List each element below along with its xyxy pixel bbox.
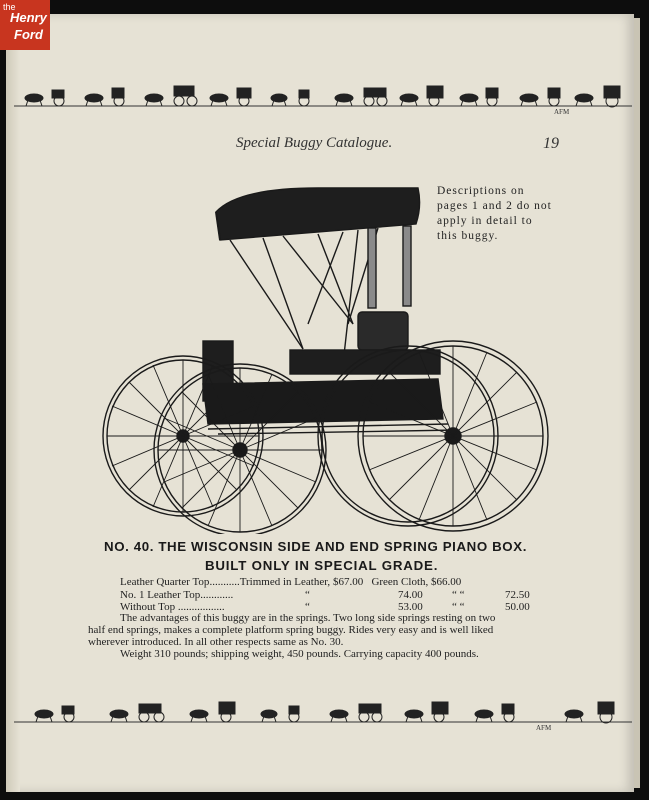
top-type: No. 1 Leather Top	[120, 589, 201, 601]
horse-carriage-figure	[335, 88, 387, 106]
leaders: .................	[177, 601, 225, 613]
description-line: half end springs, makes a complete platform spring buggy. Rides very easy and is well liked	[88, 624, 494, 636]
horse-carriage-figure	[25, 90, 64, 106]
price-ditto: “	[305, 601, 310, 613]
horse-carriage-figure	[330, 704, 382, 722]
product-subtitle: BUILT ONLY IN SPECIAL GRADE.	[205, 558, 439, 573]
price-row	[120, 576, 461, 588]
seat-cushion	[358, 312, 408, 350]
description-note: Descriptions on pages 1 and 2 do not apply in detail to this buggy.	[437, 185, 552, 242]
price-ditto: “	[305, 589, 310, 601]
price-row	[120, 589, 233, 601]
weight-line: Weight 310 pounds; shipping weight, 450 pounds. Carrying capacity 400 pounds.	[120, 648, 479, 660]
buggy-illustration	[98, 184, 558, 534]
horse-carriage-figure	[520, 88, 560, 106]
product-title: NO. 40. THE WISCONSIN SIDE AND END SPRING PIANO BOX.	[104, 539, 528, 554]
front-right-wheel	[154, 364, 326, 534]
horse-carriage-figure	[575, 86, 620, 107]
horse-carriage-figure	[110, 704, 164, 722]
cloth-price: 50.00	[505, 601, 530, 613]
leather-price: 74.00	[398, 589, 423, 601]
horse-carriage-figure	[35, 706, 74, 722]
horse-carriage-figure	[190, 702, 235, 722]
leather-price: $67.00	[332, 576, 364, 588]
cloth-price: $66.00	[431, 576, 462, 588]
page-stack-edge	[634, 18, 640, 788]
page-gutter	[6, 14, 20, 792]
horse-carriage-figure	[405, 702, 448, 722]
horse-carriage-figure	[145, 86, 197, 106]
description-line: The advantages of this buggy are in the springs. Two long side springs resting on two	[120, 612, 496, 624]
top-type: Without Top	[120, 601, 176, 613]
leaders: ............	[200, 589, 234, 601]
cloth-price: 72.50	[505, 589, 530, 601]
top-decorative-border	[14, 76, 632, 116]
description-line: wherever introduced. In all other respects same as No. 30.	[88, 636, 344, 648]
horse-carriage-figure	[85, 88, 124, 106]
leaders: ...........	[209, 576, 240, 588]
leather-price: 53.00	[398, 601, 423, 613]
horse-carriage-figure	[475, 704, 514, 722]
top-type: Leather Quarter Top	[120, 576, 210, 588]
henry-ford-logo: the Henry Ford	[0, 0, 50, 50]
cloth-label: Green Cloth,	[371, 576, 429, 588]
horse-carriage-figure	[460, 88, 498, 106]
page-header-title: Special Buggy Catalogue.	[236, 135, 393, 151]
border-signature: AFM	[554, 108, 570, 116]
cloth-label: “ “	[452, 601, 465, 613]
canopy	[216, 188, 420, 240]
horse-carriage-figure	[261, 706, 299, 722]
bottom-decorative-border	[14, 692, 632, 732]
horse-carriage-figure	[210, 88, 251, 106]
front-left-wheel	[103, 356, 263, 516]
trim-label: Trimmed in Leather,	[239, 576, 331, 588]
page-number: 19	[543, 135, 559, 152]
cloth-label: “ “	[452, 589, 465, 601]
horse-carriage-figure	[565, 702, 614, 723]
border-signature: AFM	[536, 724, 552, 732]
horse-carriage-figure	[400, 86, 443, 106]
horse-carriage-figure	[271, 90, 309, 106]
